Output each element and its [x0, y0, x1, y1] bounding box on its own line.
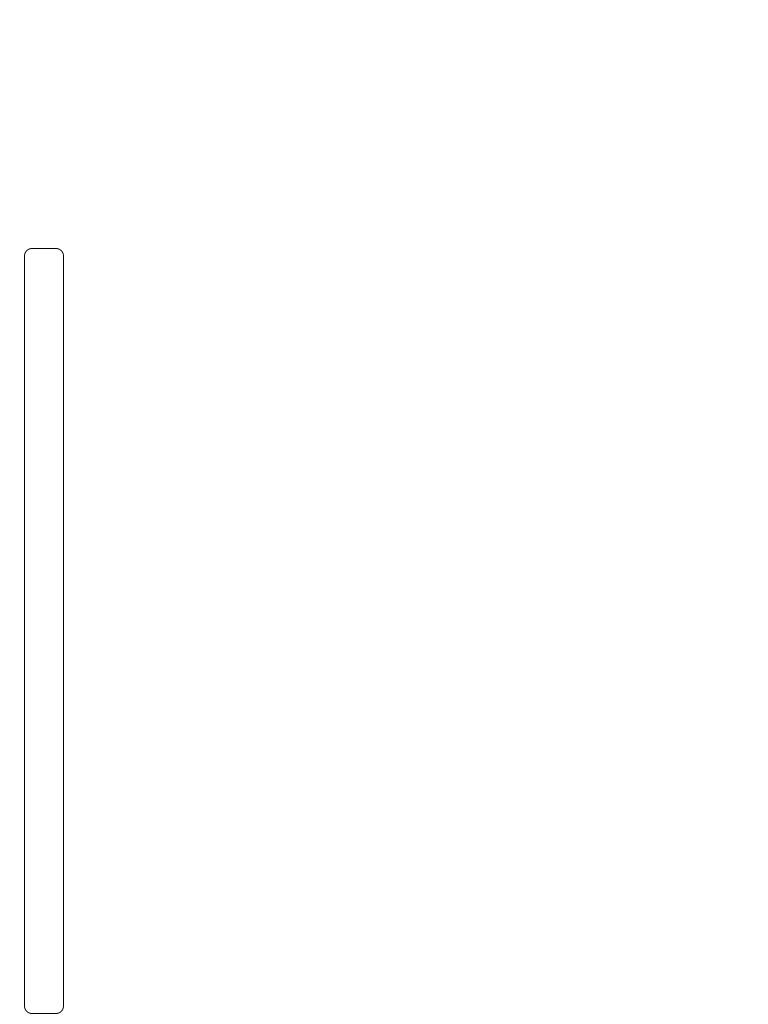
margin-column — [24, 248, 64, 1014]
